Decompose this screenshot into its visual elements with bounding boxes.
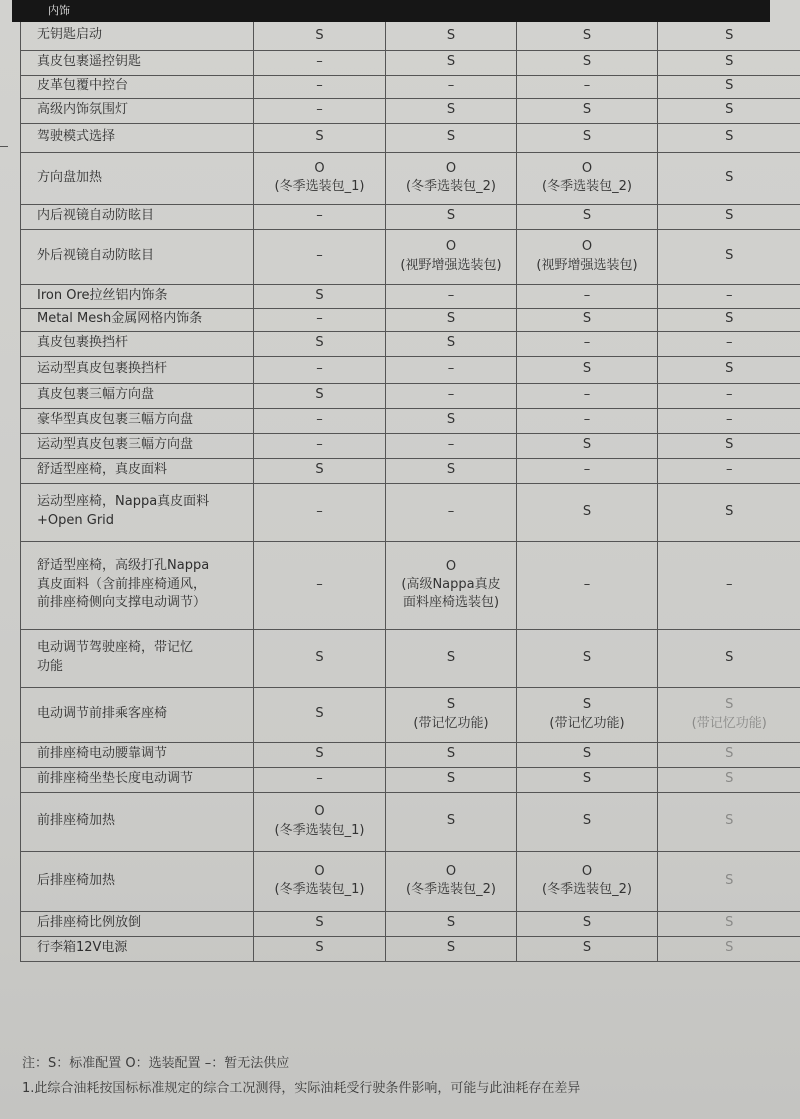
table-row: [21, 936, 800, 961]
spec-cell: [658, 229, 800, 284]
spec-value: O (冬季选装包_1): [274, 804, 365, 838]
spec-value: S: [315, 746, 324, 762]
spec-value: –: [726, 387, 733, 403]
spec-cell: [658, 911, 800, 936]
feature-label: 行李箱12V电源: [37, 940, 128, 956]
spec-cell: [658, 383, 800, 408]
spec-value: S: [446, 102, 456, 118]
feature-label: 真皮包裹三幅方向盘: [37, 387, 155, 403]
spec-value: S: [582, 102, 592, 118]
spec-cell: [517, 792, 658, 851]
spec-cell: [254, 851, 386, 911]
spec-cell: [254, 98, 386, 123]
spec-value: S: [315, 649, 324, 665]
spec-value: S: [582, 746, 592, 762]
spec-value: S (带记忆功能): [549, 697, 625, 731]
spec-value: –: [316, 771, 323, 787]
feature-name: [21, 75, 254, 98]
spec-cell: [658, 50, 800, 75]
feature-name: [21, 911, 254, 936]
spec-cell: [517, 541, 658, 629]
table-row: [21, 792, 800, 851]
table-row: [21, 22, 800, 50]
spec-cell: [517, 308, 658, 331]
spec-cell: [254, 204, 386, 229]
footnote-fuel: 1.此综合油耗按国标标准规定的综合工况测得，实际油耗受行驶条件影响，可能与此油耗存在差异: [22, 1081, 581, 1096]
spec-cell: [386, 383, 517, 408]
spec-value: O (视野增强选装包): [400, 239, 502, 273]
feature-label: 后排座椅加热: [37, 872, 116, 888]
spec-cell: [658, 152, 800, 204]
spec-cell: [254, 408, 386, 433]
spec-value: S: [725, 102, 734, 118]
spec-cell: [517, 742, 658, 767]
spec-cell: [386, 629, 517, 687]
section-header-interior: 内饰: [12, 0, 770, 22]
spec-value: –: [447, 437, 455, 453]
feature-label: 电动调节驾驶座椅，带记忆 功能: [37, 640, 194, 674]
spec-cell: [658, 687, 800, 742]
spec-value: –: [447, 78, 455, 94]
spec-cell: [658, 936, 800, 961]
spec-value: –: [583, 78, 591, 94]
spec-value: S: [725, 27, 734, 43]
spec-cell: [254, 50, 386, 75]
spec-cell: [254, 229, 386, 284]
spec-value: –: [447, 361, 455, 377]
spec-value: S: [725, 169, 734, 185]
spec-value: –: [316, 311, 323, 327]
spec-value: –: [316, 503, 323, 519]
feature-name: [21, 356, 254, 383]
feature-name: [21, 458, 254, 483]
spec-cell: [517, 331, 658, 356]
spec-value: S: [582, 54, 592, 70]
table-row: [21, 204, 800, 229]
spec-cell: [386, 911, 517, 936]
feature-name: [21, 98, 254, 123]
spec-value: S: [582, 915, 592, 931]
spec-cell: [386, 936, 517, 961]
spec-value: –: [447, 387, 455, 403]
spec-value: –: [726, 335, 733, 351]
spec-value: S: [582, 437, 592, 453]
spec-cell: [517, 75, 658, 98]
spec-cell: [658, 851, 800, 911]
spec-value: S: [582, 361, 592, 377]
table-row: [21, 458, 800, 483]
feature-label: 方向盘加热: [37, 169, 103, 185]
spec-value: –: [583, 576, 591, 592]
spec-value: S: [582, 503, 592, 519]
feature-name: [21, 408, 254, 433]
feature-label: 舒适型座椅，高级打孔Nappa 真皮面料（含前排座椅通风， 前排座椅侧向支撑电动调节）: [37, 557, 210, 611]
spec-cell: [517, 152, 658, 204]
spec-cell: [386, 433, 517, 458]
spec-cell: [517, 229, 658, 284]
feature-name: [21, 284, 254, 308]
spec-value: S: [315, 27, 324, 43]
spec-cell: [517, 911, 658, 936]
spec-value: S: [446, 335, 456, 351]
spec-cell: [254, 742, 386, 767]
spec-value: –: [316, 412, 323, 428]
spec-cell: [517, 458, 658, 483]
spec-cell: [254, 911, 386, 936]
spec-cell: [517, 356, 658, 383]
feature-label: 舒适型座椅，真皮面料: [37, 462, 168, 478]
spec-cell: [386, 152, 517, 204]
legend-note: 注：S：标准配置 O：选装配置 –：暂无法供应: [22, 1056, 290, 1071]
table-row: [21, 687, 800, 742]
feature-label: 真皮包裹换挡杆: [37, 335, 129, 351]
spec-value: S: [582, 649, 592, 665]
spec-value: S: [725, 649, 734, 665]
spec-cell: [517, 98, 658, 123]
spec-value: –: [583, 387, 591, 403]
spec-value: S: [315, 706, 324, 722]
feature-name: [21, 629, 254, 687]
spec-cell: [254, 936, 386, 961]
spec-cell: [254, 123, 386, 152]
feature-name: [21, 936, 254, 961]
spec-cell: [254, 75, 386, 98]
feature-name: [21, 308, 254, 331]
spec-cell: [517, 22, 658, 50]
spec-value: –: [583, 412, 591, 428]
table-row: [21, 229, 800, 284]
spec-cell: [254, 629, 386, 687]
spec-value: O (视野增强选装包): [536, 239, 638, 273]
table-row: [21, 541, 800, 629]
feature-label: 真皮包裹遥控钥匙: [37, 54, 142, 70]
spec-value: S: [446, 940, 456, 956]
spec-cell: [517, 629, 658, 687]
spec-cell: [517, 851, 658, 911]
spec-value: –: [316, 54, 323, 70]
spec-value: –: [583, 335, 591, 351]
spec-cell: [517, 936, 658, 961]
spec-value: S: [315, 129, 324, 145]
spec-cell: [658, 284, 800, 308]
spec-cell: [254, 767, 386, 792]
spec-value: S: [446, 311, 456, 327]
feature-name: [21, 331, 254, 356]
spec-value: –: [447, 287, 455, 303]
table-row: [21, 75, 800, 98]
feature-label: 运动型座椅，Nappa真皮面料 +Open Grid: [37, 494, 210, 528]
spec-value: S: [446, 915, 456, 931]
spec-value: S: [725, 940, 734, 956]
spec-cell: [658, 767, 800, 792]
feature-label: 皮革包覆中控台: [37, 78, 129, 94]
table-row: [21, 629, 800, 687]
spec-cell: [658, 458, 800, 483]
spec-value: S: [582, 311, 592, 327]
spec-value: S: [725, 129, 734, 145]
table-row: [21, 742, 800, 767]
spec-cell: [254, 383, 386, 408]
spec-cell: [658, 742, 800, 767]
feature-name: [21, 483, 254, 541]
feature-label: 运动型真皮包裹换挡杆: [37, 361, 168, 377]
spec-cell: [254, 458, 386, 483]
spec-cell: [254, 433, 386, 458]
spec-cell: [254, 483, 386, 541]
spec-value: S: [446, 27, 456, 43]
spec-cell: [254, 284, 386, 308]
feature-label: 无钥匙启动: [37, 27, 103, 43]
spec-cell: [386, 851, 517, 911]
spec-cell: [658, 98, 800, 123]
spec-cell: [386, 308, 517, 331]
spec-cell: [658, 331, 800, 356]
spec-cell: [658, 541, 800, 629]
feature-name: [21, 792, 254, 851]
spec-value: –: [726, 287, 733, 303]
table-row: [21, 483, 800, 541]
spec-cell: [658, 356, 800, 383]
spec-cell: [386, 229, 517, 284]
spec-value: S: [582, 813, 592, 829]
spec-cell: [658, 123, 800, 152]
feature-name: [21, 767, 254, 792]
spec-cell: [254, 152, 386, 204]
spec-value: S (带记忆功能): [413, 697, 489, 731]
feature-name: [21, 433, 254, 458]
feature-name: [21, 687, 254, 742]
spec-value: S: [725, 872, 734, 888]
spec-cell: [254, 22, 386, 50]
table-row: [21, 308, 800, 331]
table-row: [21, 50, 800, 75]
feature-name: [21, 204, 254, 229]
spec-cell: [386, 98, 517, 123]
feature-name: [21, 383, 254, 408]
spec-value: S: [315, 915, 324, 931]
spec-cell: [658, 75, 800, 98]
spec-cell: [254, 687, 386, 742]
feature-label: 电动调节前排乘客座椅: [37, 706, 168, 722]
spec-cell: [517, 687, 658, 742]
spec-value: –: [316, 208, 323, 224]
feature-label: 高级内饰氛围灯: [37, 102, 129, 118]
spec-value: S: [315, 335, 324, 351]
spec-value: S: [446, 54, 456, 70]
spec-cell: [658, 408, 800, 433]
spec-value: S: [725, 503, 734, 519]
spec-value: –: [583, 462, 591, 478]
table-row: [21, 408, 800, 433]
interior-spec-table: [20, 22, 800, 962]
spec-value: –: [316, 437, 323, 453]
spec-cell: [254, 331, 386, 356]
spec-value: –: [726, 576, 733, 592]
feature-name: [21, 22, 254, 50]
feature-label: Metal Mesh金属网格内饰条: [37, 311, 203, 327]
feature-label: 外后视镜自动防眩目: [37, 248, 155, 264]
spec-cell: [254, 541, 386, 629]
spec-value: S: [725, 78, 734, 94]
spec-value: –: [316, 248, 323, 264]
spec-cell: [658, 792, 800, 851]
spec-value: S: [725, 437, 734, 453]
table-row: [21, 123, 800, 152]
spec-cell: [386, 22, 517, 50]
table-row: [21, 152, 800, 204]
spec-value: S: [315, 287, 324, 303]
spec-cell: [386, 541, 517, 629]
table-row: [21, 356, 800, 383]
spec-cell: [386, 75, 517, 98]
spec-value: –: [726, 462, 733, 478]
spec-cell: [517, 433, 658, 458]
spec-cell: [517, 123, 658, 152]
spec-cell: [517, 483, 658, 541]
spec-cell: [386, 408, 517, 433]
spec-value: S: [446, 412, 456, 428]
table-row: [21, 284, 800, 308]
feature-label: Iron Ore拉丝铝内饰条: [37, 287, 168, 303]
spec-cell: [386, 458, 517, 483]
spec-value: S: [446, 771, 456, 787]
feature-name: [21, 742, 254, 767]
spec-value: S: [446, 746, 456, 762]
spec-value: O (冬季选装包_2): [406, 863, 496, 897]
spec-value: S: [725, 771, 734, 787]
spec-value: S: [582, 129, 592, 145]
spec-cell: [386, 742, 517, 767]
feature-label: 前排座椅加热: [37, 813, 116, 829]
feature-label: 内后视镜自动防眩目: [37, 208, 155, 224]
spec-value: O (冬季选装包_1): [274, 863, 365, 897]
spec-value: –: [316, 102, 323, 118]
spec-value: –: [583, 287, 591, 303]
spec-value: S: [446, 129, 456, 145]
feature-name: [21, 50, 254, 75]
spec-cell: [386, 204, 517, 229]
spec-value: S: [446, 649, 456, 665]
table-row: [21, 383, 800, 408]
spec-value: O (高级Nappa真皮 面料座椅选装包): [401, 558, 501, 611]
spec-cell: [386, 687, 517, 742]
spec-value: S: [446, 462, 456, 478]
feature-label: 驾驶模式选择: [37, 129, 116, 145]
feature-name: [21, 541, 254, 629]
spec-value: –: [316, 576, 323, 592]
spec-value: S: [725, 208, 734, 224]
spec-value: –: [447, 503, 455, 519]
spec-cell: [517, 50, 658, 75]
table-row: [21, 851, 800, 911]
feature-name: [21, 229, 254, 284]
feature-label: 豪华型真皮包裹三幅方向盘: [37, 412, 194, 428]
spec-value: S: [725, 248, 734, 264]
spec-cell: [658, 629, 800, 687]
spec-value: O (冬季选装包_1): [274, 160, 365, 194]
spec-cell: [386, 356, 517, 383]
spec-cell: [386, 50, 517, 75]
spec-cell: [254, 308, 386, 331]
spec-cell: [254, 792, 386, 851]
spec-cell: [658, 204, 800, 229]
table-row: [21, 331, 800, 356]
spec-value: S: [315, 462, 324, 478]
feature-label: 运动型真皮包裹三幅方向盘: [37, 437, 194, 453]
spec-value: S: [582, 27, 592, 43]
spec-value: S: [725, 746, 734, 762]
spec-cell: [386, 284, 517, 308]
spec-value: S: [725, 311, 734, 327]
feature-name: [21, 851, 254, 911]
feature-label: 后排座椅比例放倒: [37, 915, 142, 931]
spec-value: S: [725, 915, 734, 931]
feature-name: [21, 123, 254, 152]
spec-cell: [658, 483, 800, 541]
spec-value: O (冬季选装包_2): [542, 863, 632, 897]
spec-cell: [517, 408, 658, 433]
spec-cell: [658, 308, 800, 331]
spec-cell: [386, 792, 517, 851]
spec-value: O (冬季选装包_2): [406, 160, 496, 194]
spec-value: S: [582, 940, 592, 956]
spec-cell: [517, 284, 658, 308]
spec-cell: [386, 767, 517, 792]
spec-value: –: [316, 361, 323, 377]
table-row: [21, 767, 800, 792]
spec-value: S: [446, 813, 456, 829]
table-row: [21, 98, 800, 123]
spec-value: S: [315, 940, 324, 956]
spec-value: S (带记忆功能): [691, 697, 767, 731]
feature-name: [21, 152, 254, 204]
spec-value: S: [315, 387, 324, 403]
spec-value: S: [446, 208, 456, 224]
margin-mark: [0, 146, 8, 147]
table-row: [21, 911, 800, 936]
spec-value: S: [582, 208, 592, 224]
spec-cell: [386, 331, 517, 356]
spec-cell: [658, 22, 800, 50]
spec-cell: [254, 356, 386, 383]
table-row: [21, 433, 800, 458]
spec-value: –: [316, 78, 323, 94]
feature-label: 前排座椅坐垫长度电动调节: [37, 771, 194, 787]
spec-value: S: [725, 54, 734, 70]
spec-cell: [658, 433, 800, 458]
spec-cell: [386, 483, 517, 541]
spec-cell: [517, 204, 658, 229]
spec-value: S: [582, 771, 592, 787]
spec-cell: [386, 123, 517, 152]
spec-cell: [517, 767, 658, 792]
spec-value: –: [726, 412, 733, 428]
feature-label: 前排座椅电动腰靠调节: [37, 746, 168, 762]
spec-value: O (冬季选装包_2): [542, 160, 632, 194]
spec-value: S: [725, 361, 734, 377]
spec-cell: [517, 383, 658, 408]
spec-value: S: [725, 813, 734, 829]
